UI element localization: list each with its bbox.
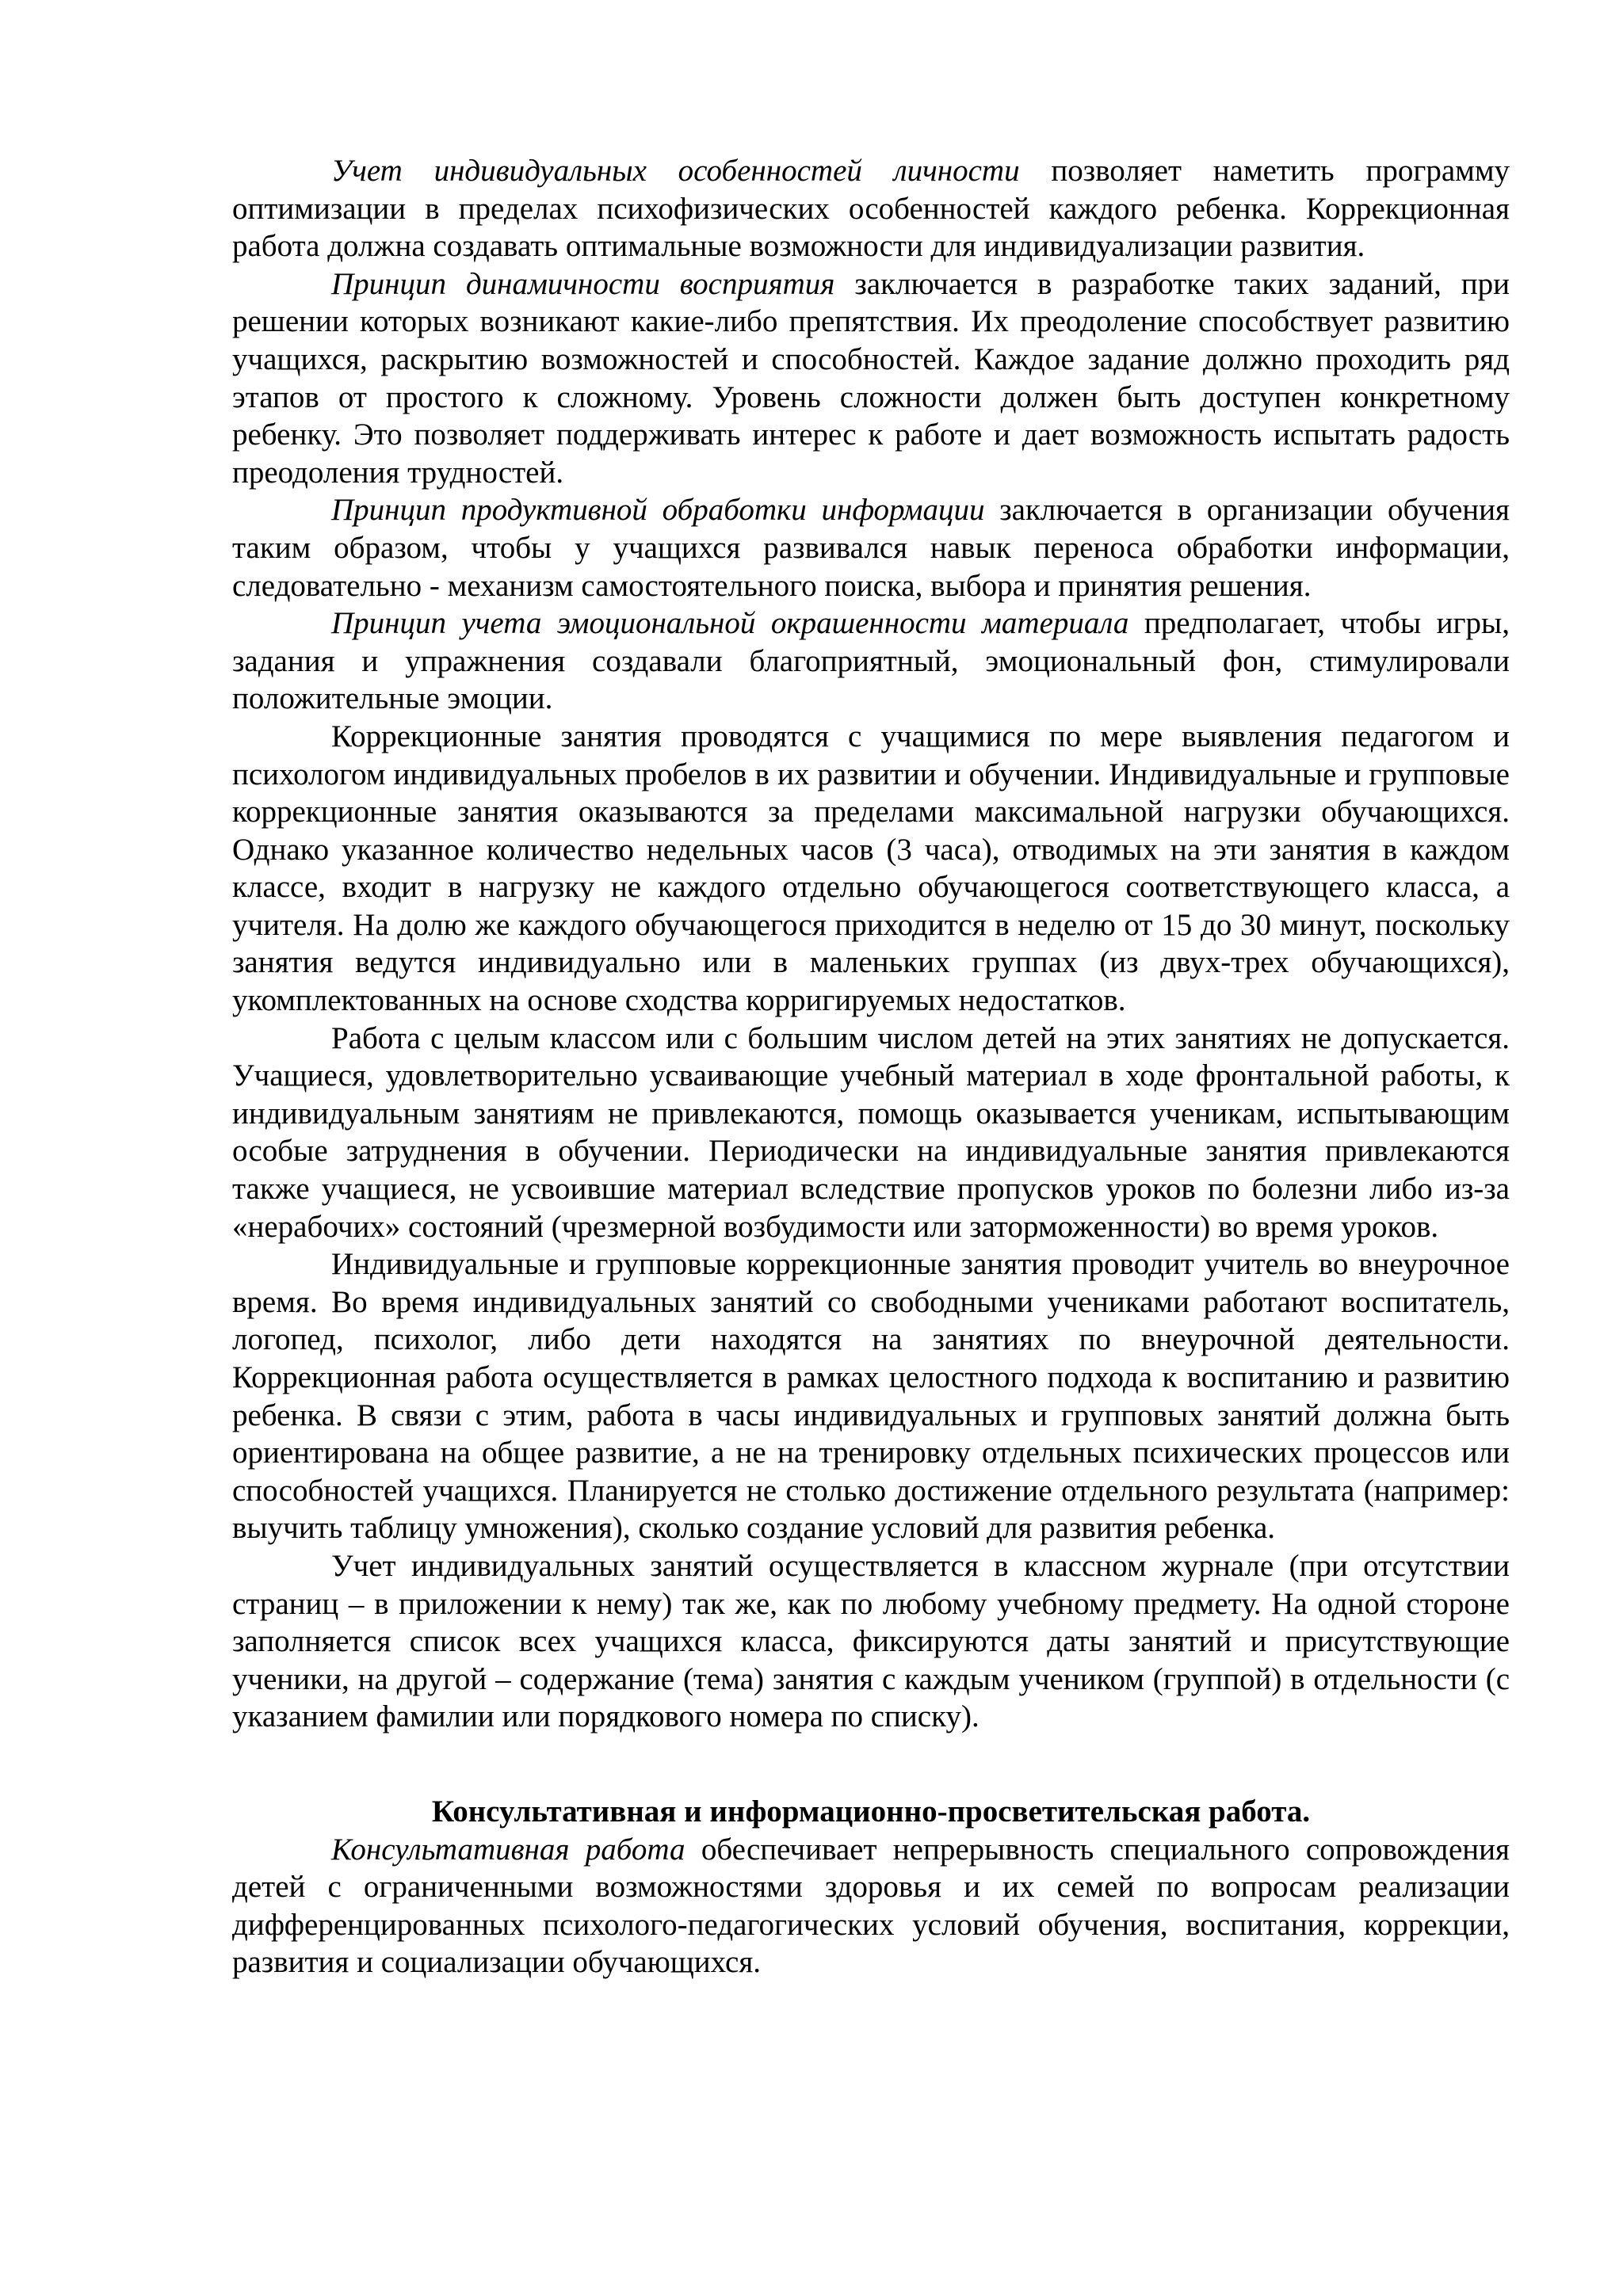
paragraph-text: Коррекционные занятия проводятся с учащимися по мере выявления педагогом и психологом индивидуальных пробелов в их развитии и обучении. Индивидуальные и групповые коррекционные занятия оказываются за пределами максимальной нагрузки обучающихся. Однако указанное количество недельных часов (3 часа), отводимых на эти занятия в каждом классе, входит в нагрузку не каждого отдельно обучающегося соответствующего класса, а учителя. На долю же каждого обучающегося приходится в неделю от 15 до 30 минут, поскольку занятия ведутся индивидуально или в маленьких группах (из двух-трех обучающихся), укомплектованных на основе сходства корригируемых недостатков.	[232, 719, 1510, 1018]
paragraph-dynamic-perception	[232, 265, 1510, 492]
paragraph-text: заключается в организации обучения таким образом, чтобы у учащихся развивался навык переноса обработки информации, следовательно - механизм самостоятельного поиска, выбора и принятия решения.	[232, 493, 1510, 603]
paragraph-lead: Принцип динамичности восприятия	[331, 266, 835, 301]
paragraph-text: предполагает, чтобы игры, задания и упражнения создавали благоприятный, эмоциональный фон, стимулировали положительные эмоции.	[232, 606, 1510, 716]
paragraph-text: Работа с целым классом или с большим числом детей на этих занятиях не допускается. Учащиеся, удовлетворительно усваивающие учебный материал в ходе фронтальной работы, к индивидуальным занятиям не привлекаются, помощь оказывается ученикам, испытывающим особые затруднения в обучении. Периодически на индивидуальные занятия привлекаются также учащиеся, не усвоившие материал вследствие пропусков уроков по болезни либо из-за «нерабочих» состояний (чрезмерной возбудимости или заторможенности) во время уроков.	[232, 1020, 1510, 1244]
document-page	[232, 152, 1510, 1981]
paragraph-lesson-records	[232, 1547, 1510, 1736]
section-heading: Консультативная и информационно-просветительская работа.	[431, 1794, 1311, 1829]
paragraph-correction-lessons	[232, 718, 1510, 1020]
paragraph-text: обеспечивает непрерывность специального сопровождения детей с ограниченными возможностями здоровья и их семей по вопросам реализации дифференцированных психолого-педагогических условий обучения, воспитания, коррекции, развития и социализации обучающихся.	[232, 1832, 1510, 1980]
paragraph-text: Учет индивидуальных занятий осуществляется в классном журнале (при отсутствии страниц – в приложении к нему) так же, как по любому учебному предмету. На одной стороне заполняется список всех учащихся класса, фиксируются даты занятий и присутствующие ученики, на другой – содержание (тема) занятия с каждым учеником (группой) в отдельности (с указанием фамилии или порядкового номера по списку).	[232, 1548, 1510, 1734]
paragraph-productive-processing	[232, 491, 1510, 605]
paragraph-emotional-coloring	[232, 605, 1510, 718]
paragraph-text: Индивидуальные и групповые коррекционные занятия проводит учитель во внеурочное время. Во время индивидуальных занятий со свободными учениками работают воспитатель, логопед, психолог, либо дети находятся на занятиях по внеурочной деятельности. Коррекционная работа осуществляется в рамках целостного подхода к воспитанию и развитию ребенка. В связи с этим, работа в часы индивидуальных и групповых занятий должна быть ориентирована на общее развитие, а не на тренировку отдельных психических процессов или способностей учащихся. Планируется не столько достижение отдельного результата (например: выучить таблицу умножения), сколько создание условий для развития ребенка.	[232, 1247, 1510, 1546]
paragraph-individual-features	[232, 152, 1510, 265]
paragraph-text: заключается в разработке таких заданий, при решении которых возникают какие-либо препятствия. Их преодоление способствует развитию учащихся, раскрытию возможностей и способностей. Каждое задание должно проходить ряд этапов от простого к сложному. Уровень сложности должен быть доступен конкретному ребенку. Это позволяет поддерживать интерес к работе и дает возможность испытать радость преодоления трудностей.	[232, 266, 1510, 490]
paragraph-class-work	[232, 1020, 1510, 1246]
paragraph-text: позволяет наметить программу оптимизации в пределах психофизических особенностей каждого ребенка. Коррекционная работа должна создавать оптимальные возможности для индивидуализации развития.	[232, 154, 1510, 264]
paragraph-lead: Принцип продуктивной обработки информации	[331, 493, 985, 528]
paragraph-lead: Принцип учета эмоциональной окрашенности материала	[331, 606, 1129, 641]
paragraph-lead: Консультативная работа	[331, 1832, 685, 1867]
paragraph-group-lessons	[232, 1245, 1510, 1547]
paragraph-lead: Учет индивидуальных особенностей личности	[331, 154, 1020, 188]
paragraph-consultative-work	[232, 1831, 1510, 1981]
